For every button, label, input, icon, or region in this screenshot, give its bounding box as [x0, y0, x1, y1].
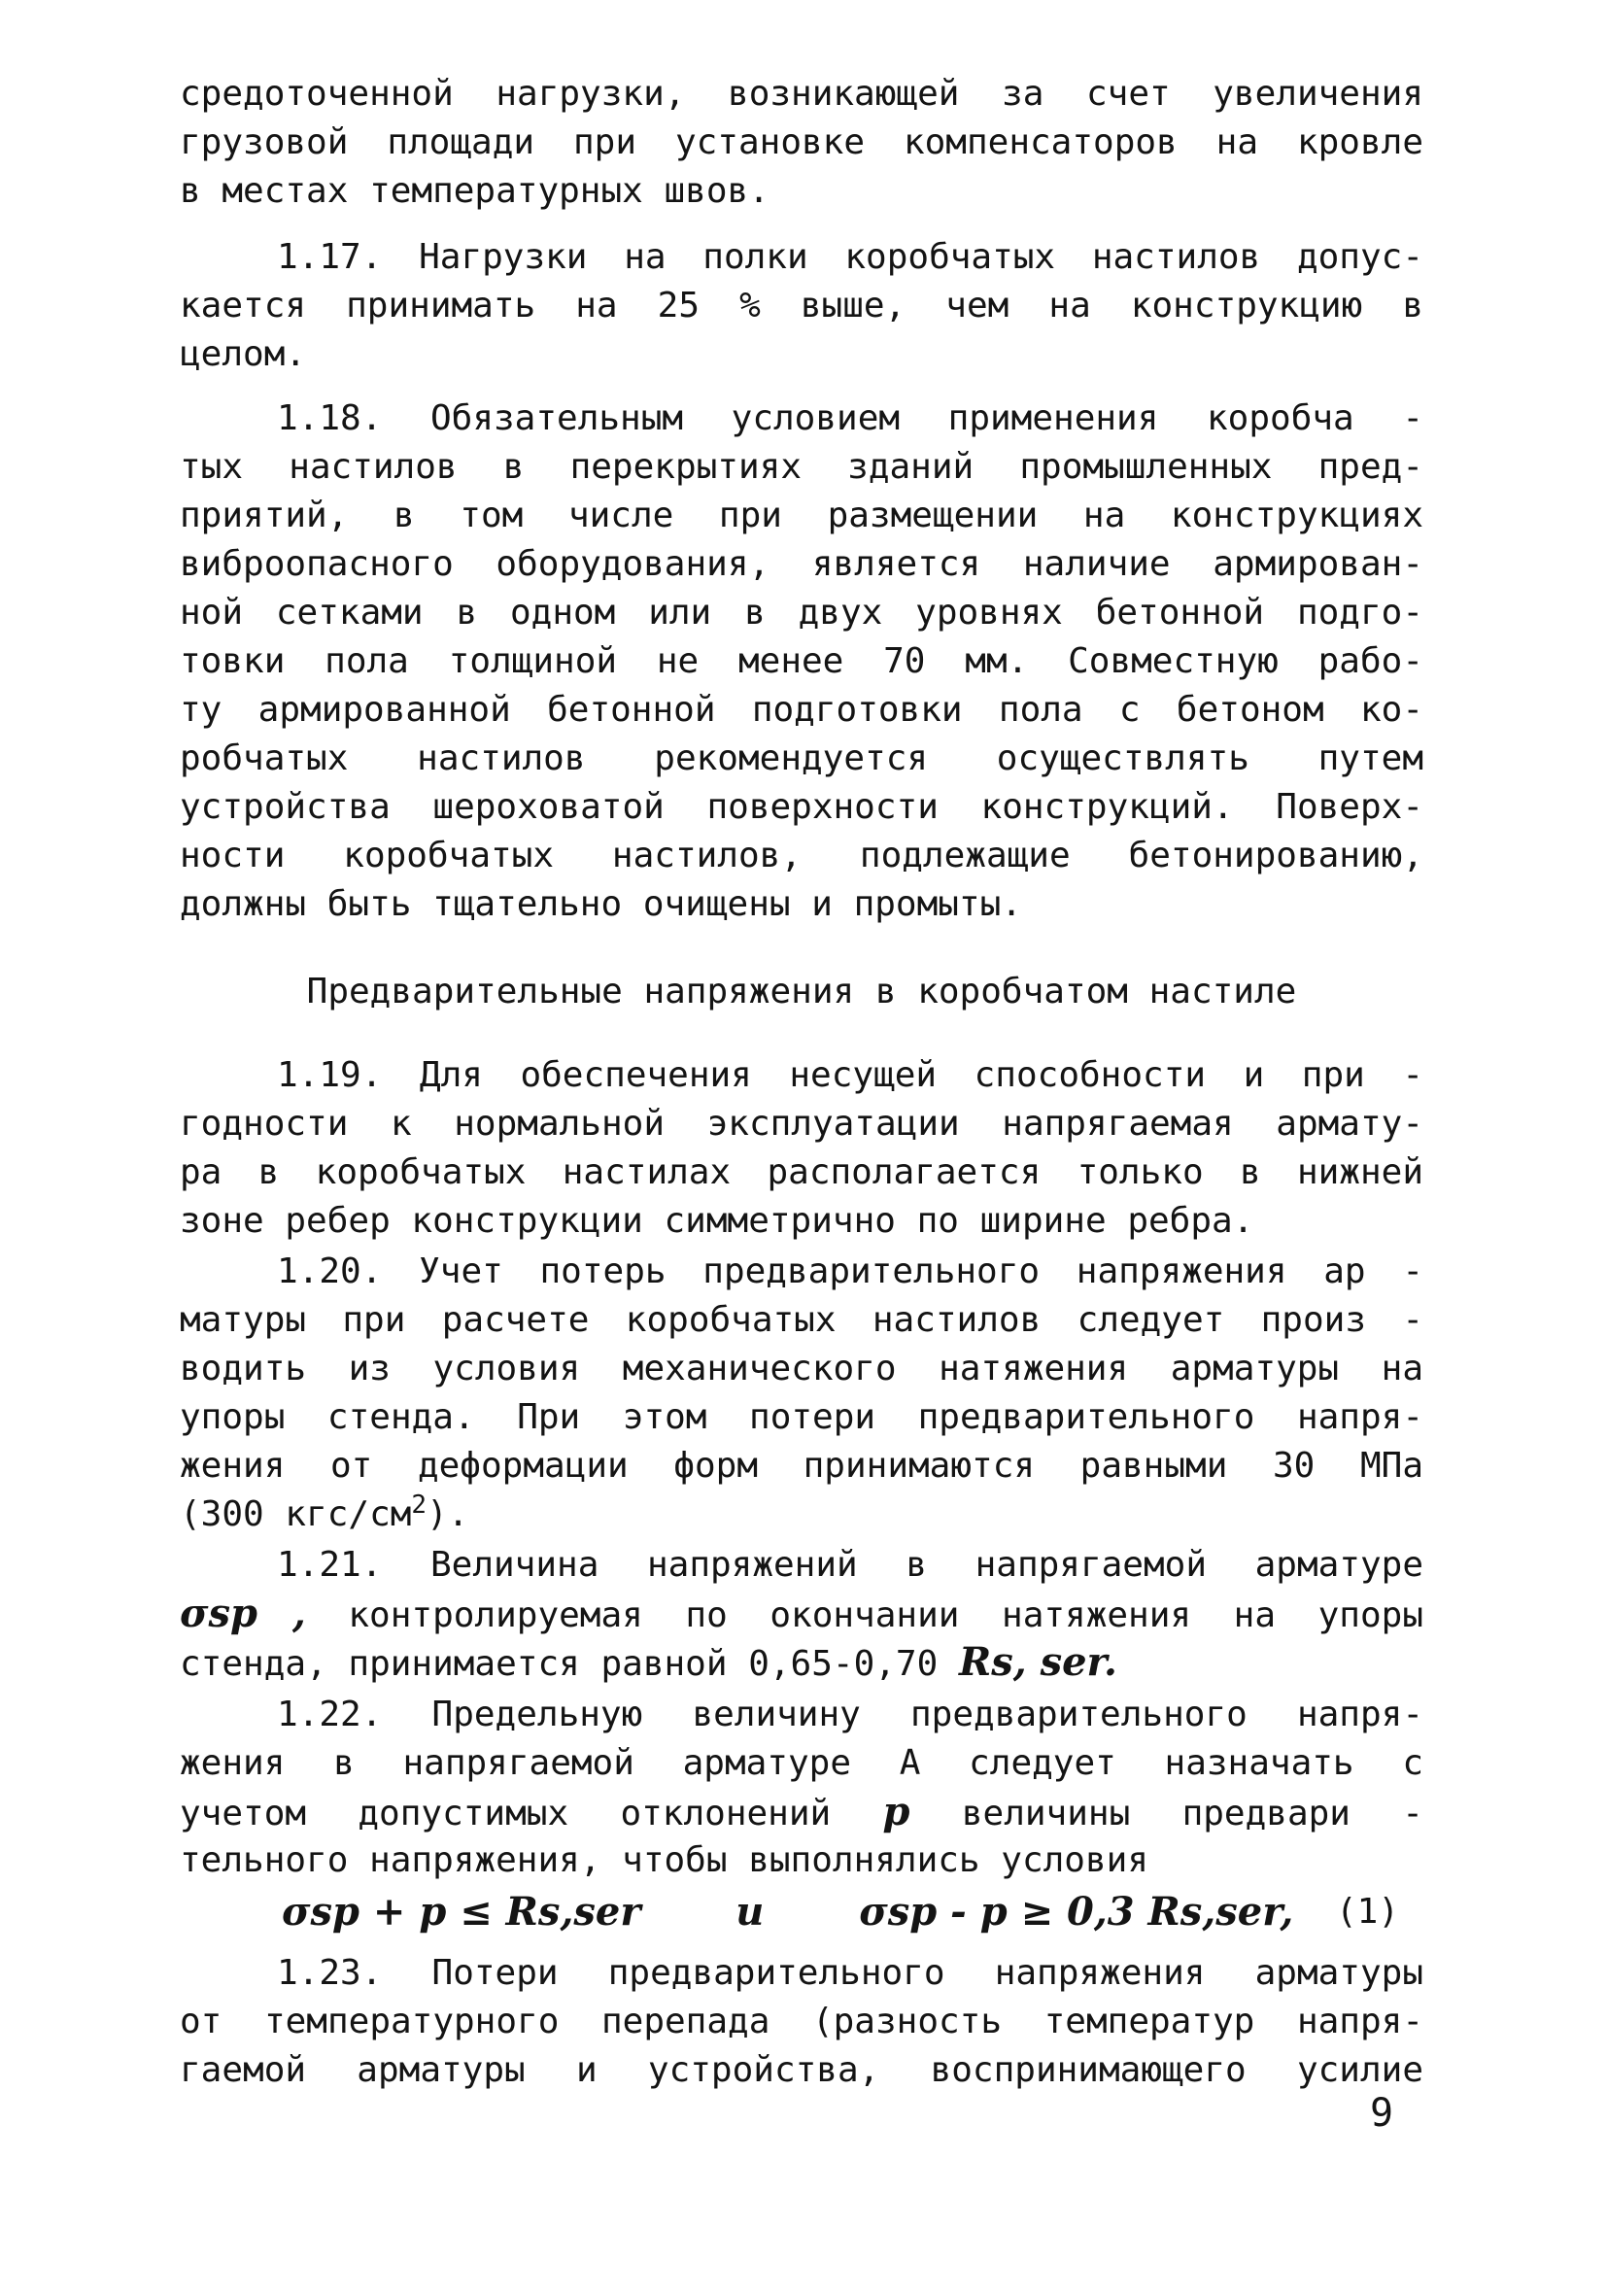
paragraph-1-21-text: стенда, принимается равной 0,65-0,70	[180, 1644, 939, 1684]
paragraph-1-21-text: контролируемая по окончании натяжения на упоры	[348, 1595, 1423, 1635]
paragraph-1-17-line: целом.	[180, 334, 307, 374]
paragraph-1-20-line: водить из условия механического натяжения арматуры на	[180, 1349, 1423, 1388]
paragraph-1-22-line	[180, 1788, 1423, 1836]
section-heading: Предварительные напряжения в коробчатом настиле	[306, 972, 1297, 1011]
paragraph-1-22-text: учетом допустимых отклонений	[180, 1794, 832, 1833]
paragraph-1-21-line: 1.21. Величина напряжений в напрягаемой арматуре	[277, 1545, 1423, 1585]
paragraph-1-19-line: зоне ребер конструкции симметрично по ширине ребра.	[180, 1201, 1254, 1241]
paragraph-1-20-line: жения от деформации форм принимаются равными 30 МПа	[180, 1446, 1423, 1486]
paragraph-1-23-line: 1.23. Потери предварительного напряжения арматуры	[277, 1953, 1423, 1993]
paragraph-1-18-line: ности коробчатых настилов, подлежащие бетонированию,	[180, 836, 1423, 875]
paragraph-1-22-line: тельного напряжения, чтобы выполнялись условия	[180, 1840, 1148, 1880]
paragraph-1-18-line: устройства шероховатой поверхности конструкций. Поверх-	[180, 787, 1423, 827]
paragraph-1-22-line: жения в напрягаемой арматуре А следует назначать с	[180, 1743, 1423, 1783]
formula-conjunction: и	[735, 1889, 765, 1935]
pressure-unit-text: (300 кгс/см	[180, 1494, 412, 1534]
paragraph-1-18-line: должны быть тщательно очищены и промыты.	[180, 884, 1022, 924]
paragraph-1-20-line: 1.20. Учет потерь предварительного напряжения ар -	[277, 1251, 1423, 1291]
paragraph-1-19-line: годности к нормальной эксплуатации напрягаемая армату-	[180, 1104, 1423, 1144]
paragraph-1-20-line: упоры стенда. При этом потери предварительного напря-	[180, 1397, 1423, 1437]
paragraph-1-22-line: 1.22. Предельную величину предварительного напря-	[277, 1695, 1423, 1734]
paragraph-1-17-line: кается принимать на 25 % выше, чем на конструкцию в	[180, 286, 1423, 326]
page-number: 9	[1370, 2091, 1394, 2136]
paragraph-1-23-line: гаемой арматуры и устройства, воспринимающего усилие	[180, 2050, 1423, 2090]
handwritten-sigma-sp: σsp ,	[180, 1591, 306, 1636]
paragraph-1-20-line: матуры при расчете коробчатых настилов следует произ -	[180, 1300, 1423, 1340]
paragraph-1-22-text: величины предвари -	[961, 1794, 1423, 1833]
superscript-exponent: 2	[411, 1491, 427, 1520]
paragraph-1-19-line: ра в коробчатых настилах располагается только в нижней	[180, 1152, 1423, 1192]
paragraph-1-18-line: ной сетками в одном или в двух уровнях бетонной подго-	[180, 593, 1423, 633]
closing-paren: ).	[427, 1494, 469, 1534]
formula-number: (1)	[1335, 1892, 1399, 1932]
paragraph-1-17-line: 1.17. Нагрузки на полки коробчатых настилов допус-	[277, 237, 1423, 277]
paragraph-1-21-line	[180, 1590, 1423, 1638]
paragraph-1-18-line: ту армированной бетонной подготовки пола с бетоном ко-	[180, 690, 1423, 730]
paragraph-1-21-line	[180, 1638, 1423, 1687]
paragraph-1-18-line: 1.18. Обязательным условием применения коробча -	[277, 398, 1423, 438]
text-line: грузовой площади при установке компенсаторов на кровле	[180, 122, 1423, 162]
handwritten-rs-ser: Rs, ser.	[958, 1639, 1117, 1685]
paragraph-1-18-line: робчатых настилов рекомендуется осуществлять путем	[180, 738, 1423, 778]
paragraph-1-20-line	[180, 1491, 1423, 1539]
formula-left-inequality: σsp + p ≤ Rs,ser	[282, 1889, 641, 1935]
paragraph-1-19-line: 1.19. Для обеспечения несущей способности и при -	[277, 1055, 1423, 1095]
paragraph-1-23-line: от температурного перепада (разность температур напря-	[180, 2002, 1423, 2041]
formula-right-inequality: σsp - p ≥ 0,3 Rs,ser,	[859, 1889, 1294, 1935]
paragraph-1-18-line: приятий, в том числе при размещении на конструкциях	[180, 496, 1423, 535]
handwritten-p-symbol: p	[882, 1789, 910, 1834]
text-line: в местах температурных швов.	[180, 171, 769, 211]
text-line: средоточенной нагрузки, возникающей за счет увеличения	[180, 74, 1423, 114]
paragraph-1-18-line: товки пола толщиной не менее 70 мм. Совместную рабо-	[180, 641, 1423, 681]
paragraph-1-18-line: виброопасного оборудования, является наличие армирован-	[180, 544, 1423, 584]
formula-1	[282, 1885, 1399, 1939]
paragraph-1-18-line: тых настилов в перекрытиях зданий промышленных пред-	[180, 447, 1423, 487]
